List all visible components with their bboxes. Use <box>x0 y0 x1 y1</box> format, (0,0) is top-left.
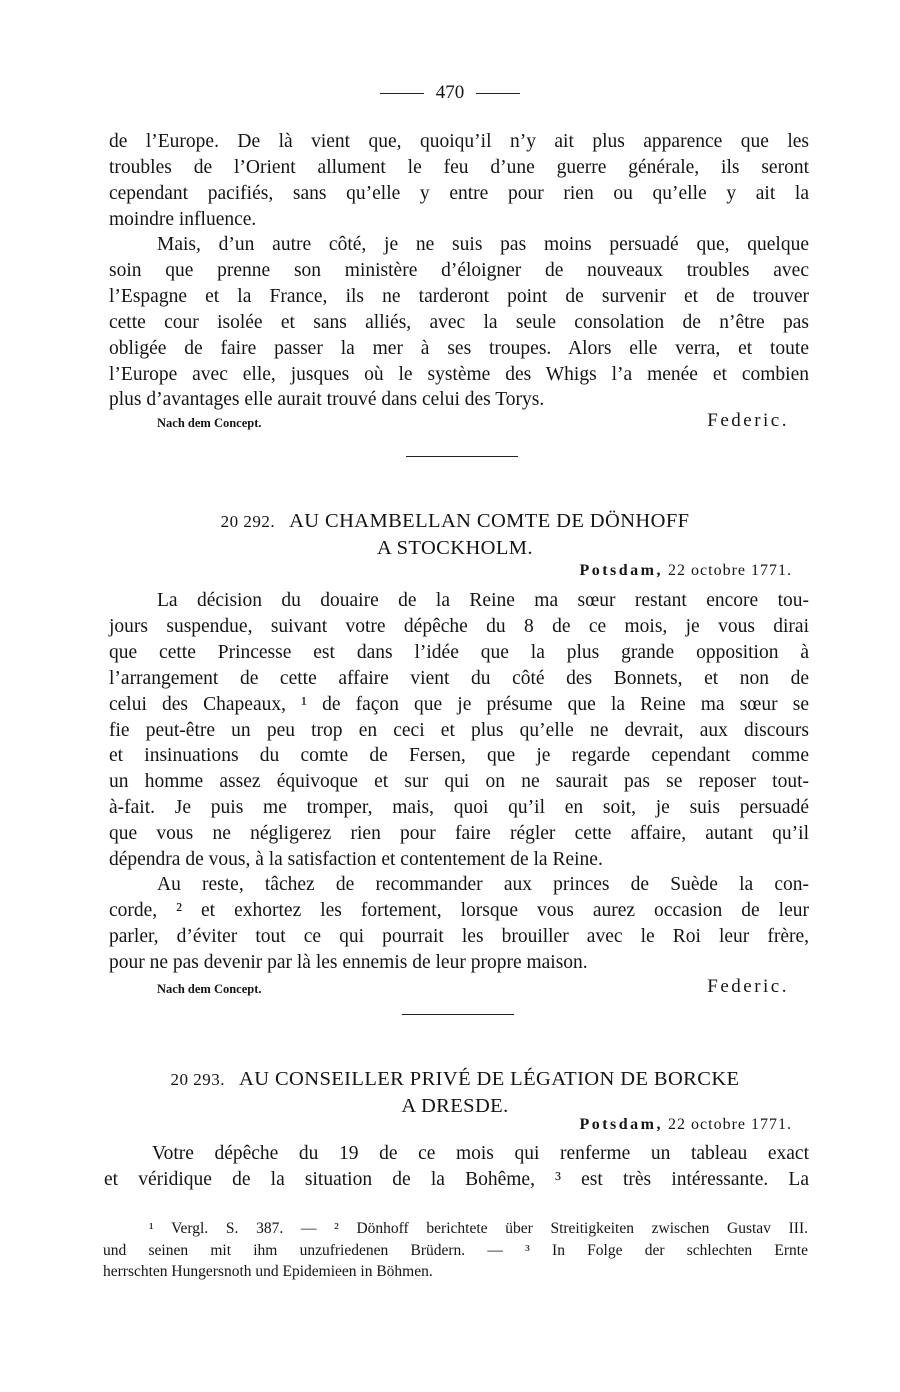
text-line: de l’Europe. De là vient que, quoiqu’il n’y ait plus apparence que les <box>109 131 809 152</box>
letter-dateline <box>579 562 792 580</box>
page-number: 470 <box>435 82 465 103</box>
letter-number: 20 293. <box>170 1070 226 1089</box>
text-line: que cette Princesse est dans l’idée que la plus grande opposition à <box>109 641 809 663</box>
text-line: un homme assez équivoque et sur qui on ne saurait pas se reposer tout- <box>109 771 809 793</box>
text-line: l’arrangement de cette affaire vient du côté des Bonnets, et non de <box>109 667 809 689</box>
letter-paragraph-2 <box>109 872 809 976</box>
text-line: à-fait. Je puis me tromper, mais, quoi qu’il en soit, je suis persuadé <box>109 797 809 819</box>
footnotes <box>103 1218 808 1283</box>
text-line: parler, d’éviter tout ce qui pourrait les brouiller avec le Roi leur frère, <box>109 925 809 947</box>
date-place: Potsdam, <box>579 1116 664 1133</box>
text-line: que vous ne négligerez rien pour faire régler cette affaire, autant qu’il <box>109 823 809 845</box>
text-line: obligée de faire passer la mer à ses troupes. Alors elle verra, et toute <box>109 337 809 359</box>
text-line: celui des Chapeaux, ¹ de façon que je présume que la Reine ma sœur se <box>109 693 809 715</box>
letter-dateline <box>579 1116 792 1134</box>
letter-heading <box>100 1066 810 1119</box>
section-divider <box>402 1014 514 1015</box>
text-line: Votre dépêche du 19 de ce mois qui renferme un tableau exact <box>152 1143 809 1164</box>
header-dash-left <box>380 93 424 94</box>
letter-continuation-paragraph-2 <box>109 232 809 413</box>
letter-paragraph-1 <box>109 588 809 873</box>
text-line: dépendra de vous, à la satisfaction et contentement de la Reine. <box>109 849 603 871</box>
text-line: pour ne pas devenir par là les ennemis de leur propre maison. <box>109 951 588 973</box>
page-number-header <box>0 82 900 104</box>
heading-line-2: A STOCKHOLM. <box>377 537 533 559</box>
header-dash-right <box>476 93 520 94</box>
signature: Federic. <box>707 976 789 997</box>
text-line: troubles de l’Orient allument le feu d’une guerre générale, ils seront <box>109 156 809 178</box>
footnote-line: herrschten Hungersnoth und Epidemieen in Böhmen. <box>103 1263 433 1280</box>
date-place: Potsdam, <box>579 562 664 579</box>
text-line: fie peut-être un peu trop en ceci et plus qu’elle ne devrait, aux discours <box>109 719 809 741</box>
letter-heading <box>100 508 810 561</box>
footnote-line: ¹ Vergl. S. 387. — ² Dönhoff berichtete über Streitigkeiten zwischen Gustav III. <box>149 1220 808 1237</box>
heading-line-2: A DRESDE. <box>401 1095 509 1117</box>
section-divider <box>406 456 518 457</box>
text-line: moindre influence. <box>109 208 257 230</box>
text-line: et insinuations du comte de Fersen, que je regarde cependant comme <box>109 745 809 767</box>
text-line: La décision du douaire de la Reine ma sœur restant encore tou- <box>157 590 809 611</box>
source-note: Nach dem Concept. <box>157 982 262 996</box>
date-text: 22 octobre 1771. <box>668 562 792 579</box>
source-note: Nach dem Concept. <box>157 416 262 430</box>
text-line: cependant pacifiés, sans qu’elle y entre pour rien ou qu’elle y ait la <box>109 182 809 204</box>
letter-number: 20 292. <box>220 512 276 531</box>
heading-line-1 <box>100 508 810 535</box>
date-text: 22 octobre 1771. <box>668 1116 792 1133</box>
text-line: plus d’avantages elle aurait trouvé dans celui des Torys. <box>109 389 545 411</box>
text-line: Mais, d’un autre côté, je ne suis pas moins persuadé que, quelque <box>157 234 809 255</box>
letter-footer <box>109 410 809 436</box>
text-line: soin que prenne son ministère d’éloigner de nouveaux troubles avec <box>109 259 809 281</box>
text-line: corde, ² et exhortez les fortement, lorsque vous aurez occasion de leur <box>109 899 809 921</box>
letter-footer <box>109 976 809 1002</box>
text-line: et véridique de la situation de la Bohême, ³ est très intéressante. La <box>104 1168 809 1190</box>
text-line: jours suspendue, suivant votre dépêche du 8 de ce mois, je vous dirai <box>109 615 809 637</box>
signature: Federic. <box>707 410 789 431</box>
text-line: l’Europe avec elle, jusques où le système des Whigs l’a menée et combien <box>109 363 809 385</box>
heading-recipient: AU CONSEILLER PRIVÉ DE LÉGATION DE BORCKE <box>239 1068 740 1090</box>
footnote-line: und seinen mit ihm unzufriedenen Brüdern. — ³ In Folge der schlechten Ernte <box>103 1241 808 1259</box>
letter-continuation-paragraph-1 <box>109 129 809 233</box>
heading-recipient: AU CHAMBELLAN COMTE DE DÖNHOFF <box>289 510 690 532</box>
text-line: Au reste, tâchez de recommander aux princes de Suède la con- <box>157 874 809 895</box>
letter-paragraph-1 <box>104 1141 809 1193</box>
text-line: l’Espagne et la France, ils ne tarderont point de survenir et de trouver <box>109 285 809 307</box>
heading-line-1 <box>100 1066 810 1093</box>
text-line: cette cour isolée et sans alliés, avec la seule consolation de n’être pas <box>109 311 809 333</box>
